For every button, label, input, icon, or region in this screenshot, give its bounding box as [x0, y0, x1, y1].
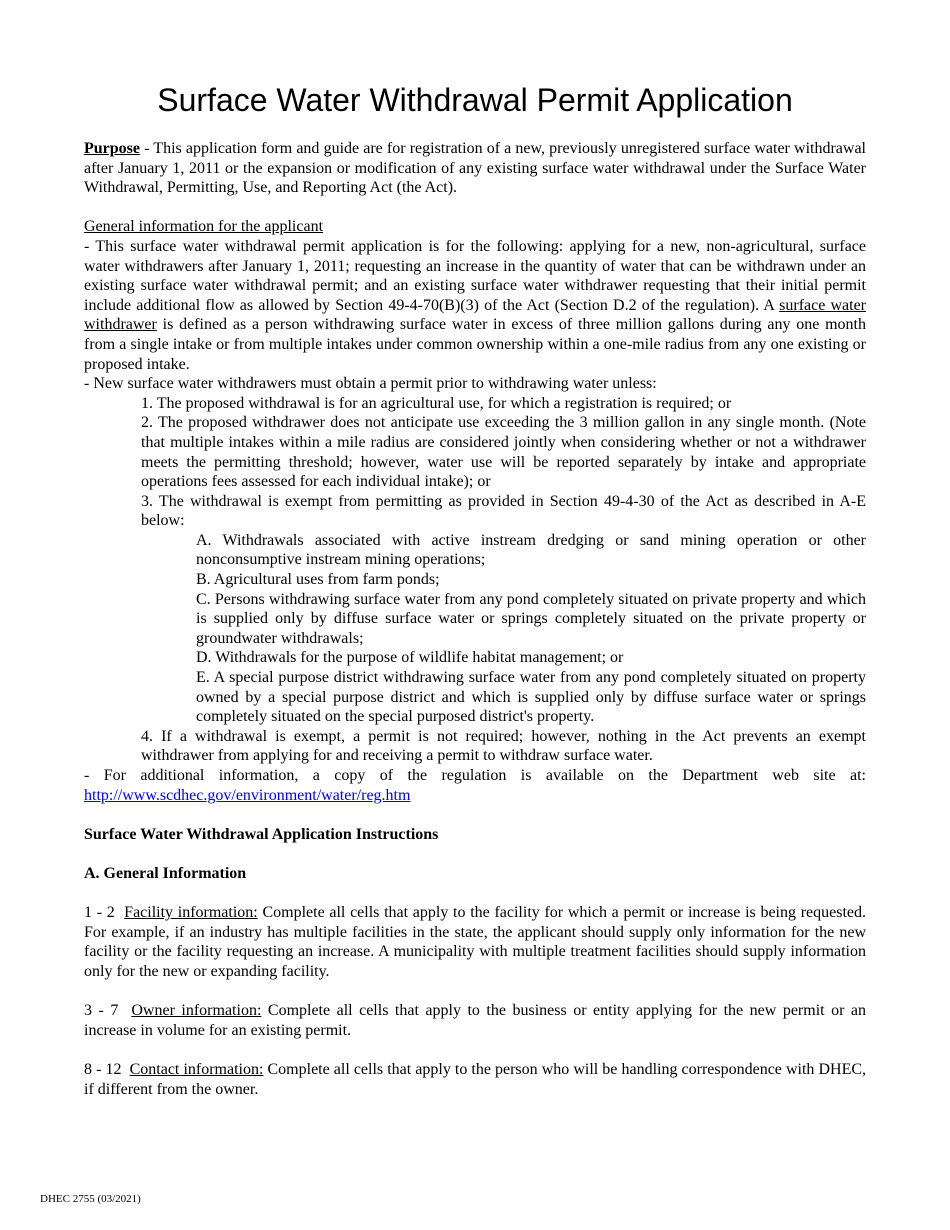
purpose-label: Purpose	[84, 140, 140, 157]
sub-list-item: D. Withdrawals for the purpose of wildlife habitat management; or	[196, 649, 624, 667]
contact-info-paragraph: 8 - 12 Contact information: Complete all cells that apply to the person who will be handling correspondence with DHEC, if different from the owner.	[84, 1060, 867, 1098]
sub-list-item: E. A special purpose district withdrawing surface water from any pond completely situated on property owned by a special purpose district and which is supplied only by diffuse surface water or springs completely situated on the special purposed district's property.	[196, 669, 866, 726]
purpose-text: - This application form and guide are for registration of a new, previously unregistered surface water withdrawal after January 1, 2011 or the expansion or modification of any existing surface water withdrawal under the Surface Water Withdrawal, Permitting, Use, and Reporting Act (the Act).	[84, 140, 866, 197]
form-number-footer: DHEC 2755 (03/2021)	[40, 1193, 141, 1205]
document-body	[84, 139, 866, 1099]
list-item: 1. The proposed withdrawal is for an agricultural use, for which a registration is required; or	[141, 394, 732, 412]
instructions-heading: Surface Water Withdrawal Application Instructions	[84, 825, 439, 843]
additional-info-paragraph: - For additional information, a copy of the regulation is available on the Department web site at:	[84, 767, 866, 784]
regulation-link[interactable]: http://www.scdhec.gov/environment/water/reg.htm	[84, 786, 411, 804]
sub-list-item: A. Withdrawals associated with active instream dredging or sand mining operation or other nonconsumptive instream mining operations;	[196, 531, 866, 569]
defined-term: surface water withdrawer	[84, 296, 867, 334]
general-info-paragraph: - This surface water withdrawal permit application is for the following: applying for a new, non-agricultural, surface water withdrawers after January 1, 2011; requesting an increase in the quantity of water that can be withdrawn under an existing surface water withdrawal permit; and an existing surface water withdrawer requesting that their initial permit include additional flow as allowed by Section 49-4-70(B)(3) of the Act (Section D.2 of the regulation). A surface water withdrawer is defined as a person withdrawing surface water in excess of three million gallons during any one month from a single intake or from multiple intakes under common ownership within a one-mile radius from any one existing or proposed intake.	[84, 237, 867, 373]
sub-list-item: C. Persons withdrawing surface water from any pond completely situated on private property and which is supplied only by diffuse surface water or springs completely situated on the private property or groundwater withdrawals;	[196, 590, 866, 647]
permit-requirement-paragraph: - New surface water withdrawers must obtain a permit prior to withdrawing water unless:	[84, 375, 657, 393]
list-item: 2. The proposed withdrawer does not anticipate use exceeding the 3 million gallon in any single month. (Note that multiple intakes within a mile radius are considered jointly when considering whether or not a withdrawer meets the permitting threshold; however, water use will be reported separately by intake and appropriate operations fees assessed for each individual intake); or	[141, 414, 866, 491]
owner-info-paragraph: 3 - 7 Owner information: Complete all cells that apply to the business or entity applying for the new permit or an increase in volume for an existing permit.	[84, 1002, 867, 1039]
purpose-paragraph	[84, 139, 866, 198]
section-a-heading: A. General Information	[84, 864, 247, 882]
sub-list-item: B. Agricultural uses from farm ponds;	[196, 571, 440, 589]
facility-info-paragraph: 1 - 2 Facility information: Complete all cells that apply to the facility for which a permit or increase is being requested. For example, if an industry has multiple facilities in the state, the applicant should supply only information for the new facility or the facility requesting an increase. A municipality with multiple treatment facilities should supply information only for the new or expanding facility.	[84, 904, 867, 980]
contact-info-label: Contact information:	[129, 1060, 264, 1078]
page-title: Surface Water Withdrawal Permit Application	[157, 82, 793, 118]
regulation-link-line	[84, 786, 866, 806]
list-item: 3. The withdrawal is exempt from permitting as provided in Section 49-4-30 of the Act as described in A-E below:	[141, 492, 866, 530]
general-info-heading: General information for the applicant	[84, 218, 324, 236]
facility-info-label: Facility information:	[124, 904, 258, 922]
list-item: 4. If a withdrawal is exempt, a permit is not required; however, nothing in the Act prevents an exempt withdrawer from applying for and receiving a permit to withdraw surface water.	[141, 727, 866, 765]
owner-info-label: Owner information:	[131, 1002, 262, 1020]
